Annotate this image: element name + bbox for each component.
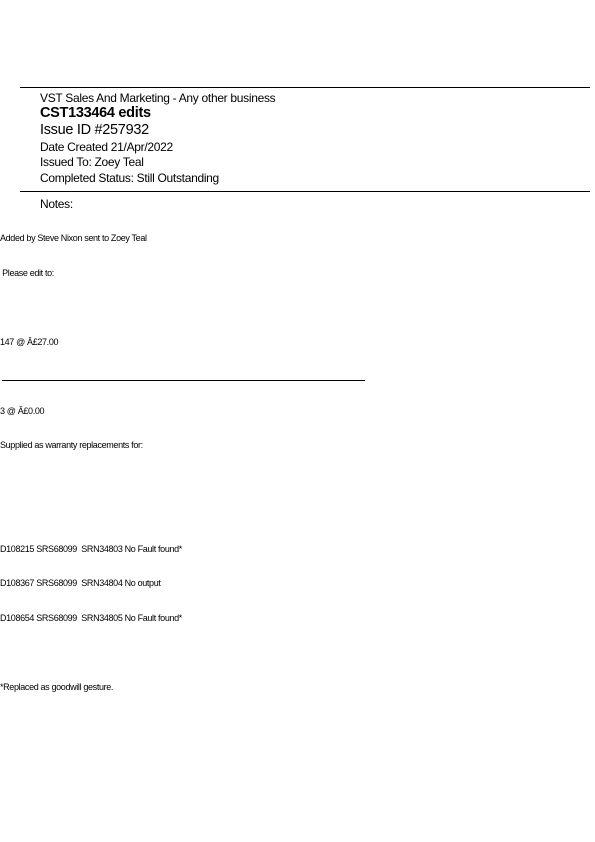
date-created: Date Created 21/Apr/2022 xyxy=(40,139,173,154)
top-divider xyxy=(20,87,590,88)
notes-line: Supplied as warranty replacements for: xyxy=(0,440,143,450)
notes-line xyxy=(0,475,182,487)
notes-label: Notes: xyxy=(40,197,73,211)
notes-line xyxy=(0,302,182,314)
issue-header xyxy=(40,91,275,186)
notes-body xyxy=(0,210,182,705)
completed-status: Completed Status: Still Outstanding xyxy=(40,170,219,185)
notes-line xyxy=(0,509,182,521)
notes-line: Please edit to: xyxy=(0,267,54,278)
issue-title: CST133464 edits xyxy=(40,105,151,121)
notes-line: D108367 SRS68099 SRN34804 No output xyxy=(0,578,161,588)
notes-line: D108215 SRS68099 SRN34803 No Fault found* xyxy=(0,543,182,554)
notes-line: D108654 SRS68099 SRN34805 No Fault found* xyxy=(0,612,182,623)
issued-to: Issued To: Zoey Teal xyxy=(40,155,144,169)
notes-line xyxy=(0,647,182,659)
notes-end-divider xyxy=(2,380,365,381)
company-line: VST Sales And Marketing - Any other business xyxy=(40,91,276,105)
notes-line: 147 @ Â£27.00 xyxy=(0,336,59,347)
issue-id: Issue ID #257932 xyxy=(40,122,149,138)
header-divider xyxy=(20,191,590,192)
notes-line: *Replaced as goodwill gesture. xyxy=(0,681,114,692)
notes-line: 3 @ Â£0.00 xyxy=(0,405,45,416)
notes-line: Added by Steve Nixon sent to Zoey Teal xyxy=(0,233,147,243)
